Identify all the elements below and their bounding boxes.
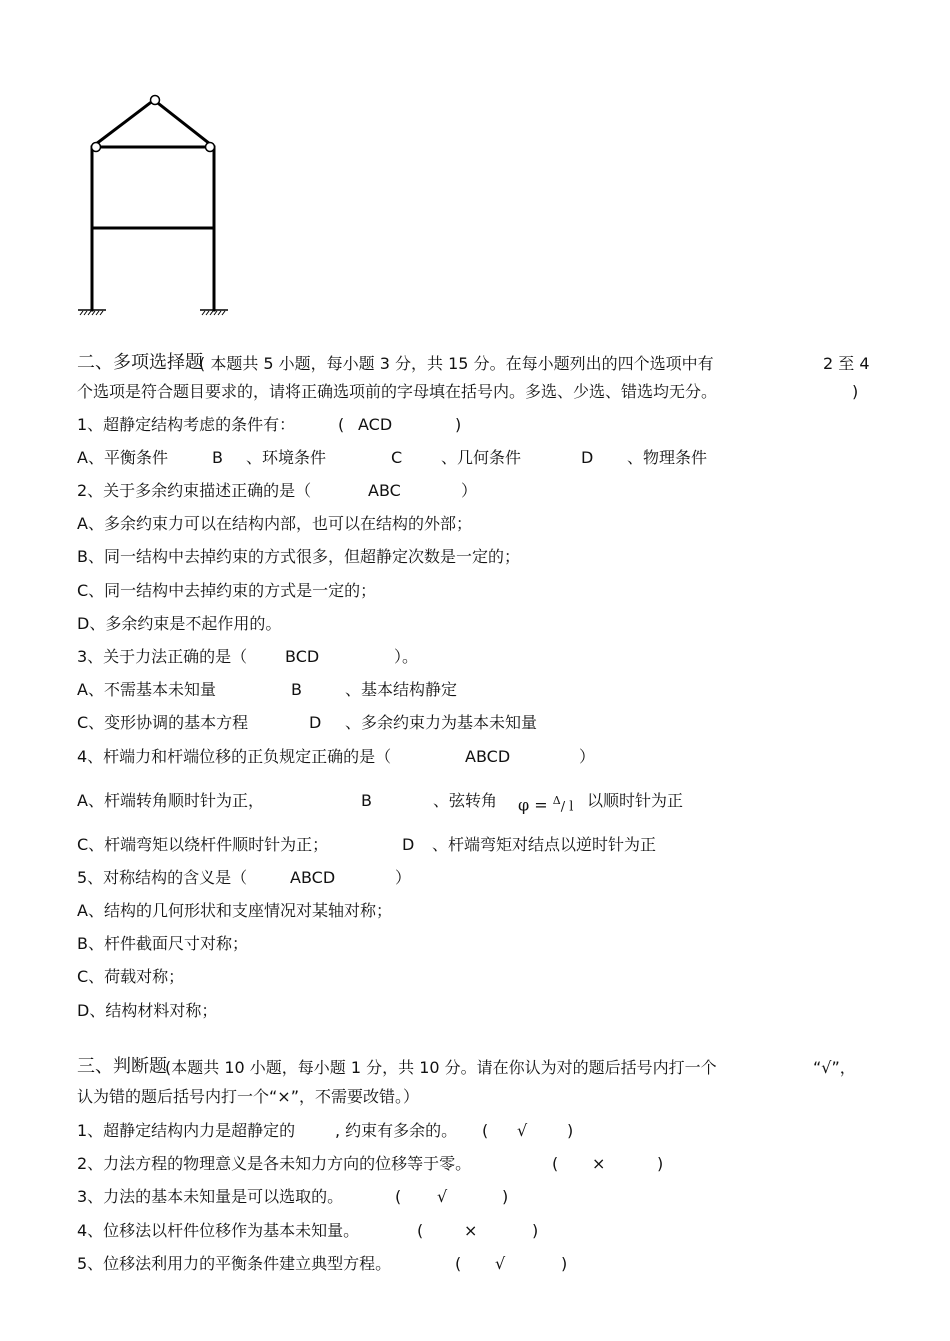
judgment-mark-1: √	[517, 1121, 528, 1140]
judgment-mark-2: ×	[592, 1154, 606, 1173]
question-2-option-a: A、多余约束力可以在结构内部，也可以在结构的外部；	[77, 514, 472, 533]
section3-heading: 三、判断题	[77, 1056, 167, 1077]
answer-3: BCD	[285, 647, 320, 666]
question-2-option-d: D、多余约束是不起作用的。	[77, 614, 282, 633]
question-2-option-c: C、同一结构中去掉约束的方式是一定的；	[77, 581, 377, 600]
question-5-option-c: C、荷载对称；	[77, 967, 185, 986]
judgment-mark-4: ×	[464, 1221, 478, 1240]
question-2-option-b: B、同一结构中去掉约束的方式很多，但超静定次数是一定的；	[77, 547, 520, 566]
question-5-option-b: B、杆件截面尺寸对称；	[77, 934, 248, 953]
chord-rotation-formula: φ = $^\Delta$/ l	[518, 794, 574, 815]
question-5-option-a: A、结构的几何形状和支座情况对某轴对称；	[77, 901, 392, 920]
frame-structure-figure	[74, 92, 244, 322]
section2-heading: 二、多项选择题	[77, 352, 203, 373]
question-5-option-d: D、结构材料对称；	[77, 1001, 218, 1020]
answer-5: ABCD	[290, 868, 336, 887]
answer-2: ABC	[368, 481, 401, 500]
judgment-mark-5: √	[495, 1254, 506, 1273]
judgment-mark-3: √	[437, 1187, 448, 1206]
answer-1: ACD	[358, 415, 393, 434]
answer-4: ABCD	[465, 747, 511, 766]
section3-intro-line2: 认为错的题后括号内打一个“×”，不需要改错。）	[77, 1087, 419, 1106]
